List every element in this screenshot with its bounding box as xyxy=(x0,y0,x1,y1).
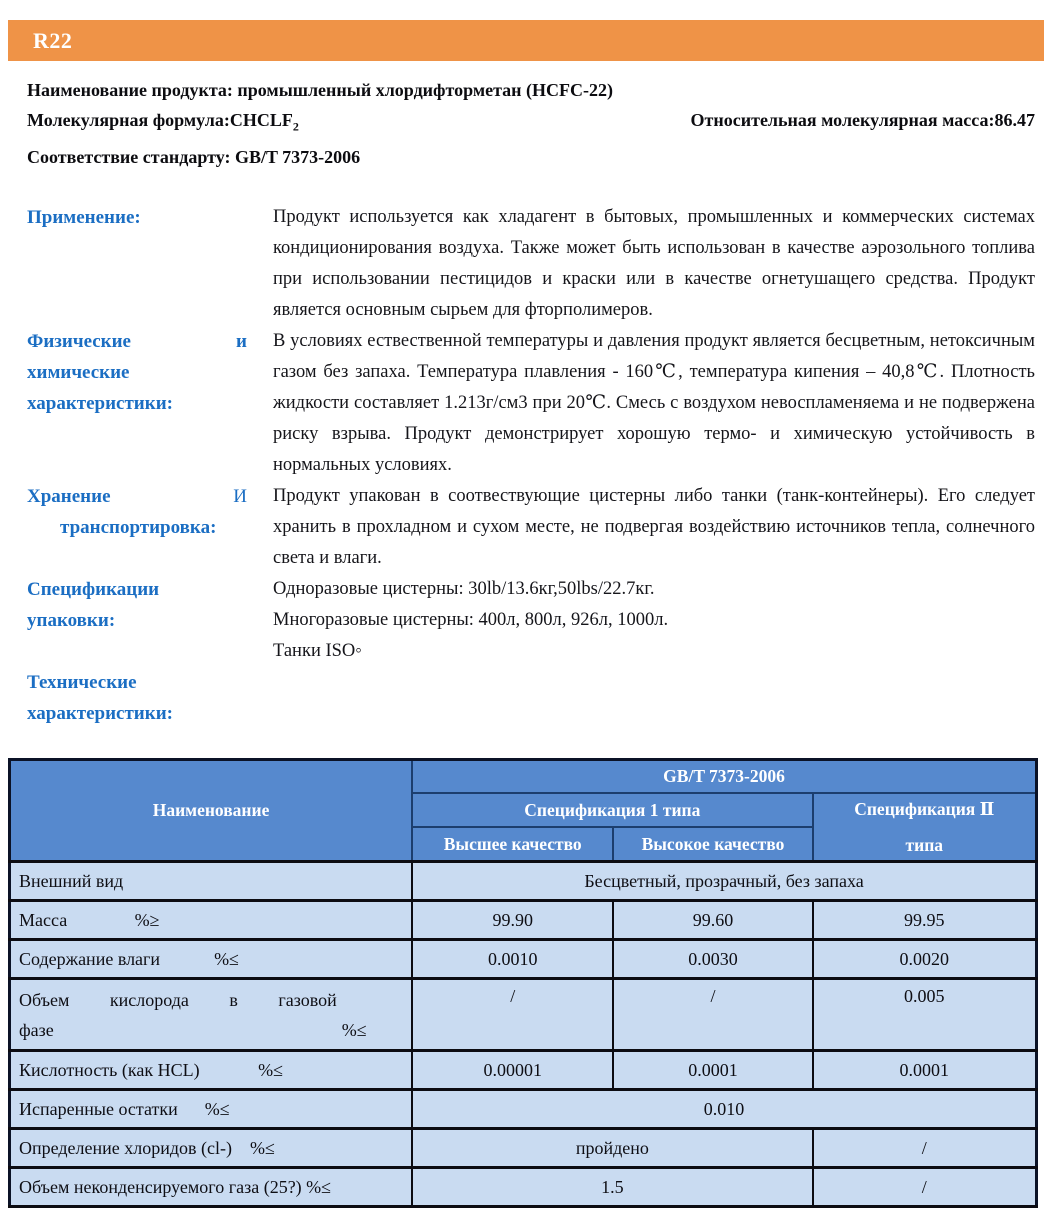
packaging-line: Многоразовые цистерны: 400л, 800л, 926л, 1000л. xyxy=(273,609,669,630)
label-line: упаковки: xyxy=(27,609,116,631)
header-spec2-cell: Спецификация Ⅱ типа xyxy=(813,793,1037,862)
header-grade-premium-cell: Высшее качество xyxy=(412,827,613,861)
product-title-bar xyxy=(8,20,1044,61)
spec-row xyxy=(10,940,1037,979)
param-name-cell: Определение хлоридов (cl-) %≤ xyxy=(10,1129,413,1168)
spec-value-cell: / xyxy=(813,1129,1037,1168)
datasheet-page xyxy=(0,20,1052,1198)
param-name-cell: Содержание влаги %≤ xyxy=(10,940,413,979)
spec-row xyxy=(10,862,1037,901)
section-technical xyxy=(27,667,1035,729)
product-name-line: Наименование продукта: промышленный хлордифторметан (HCFC-22) xyxy=(27,80,614,100)
section-label xyxy=(27,326,247,419)
label-line: Технические xyxy=(27,671,137,693)
section-paragraph: Продукт используется как хладагент в бытовых, промышленных и коммерческих системах кондиционирования воздуха. Также может быть использован в качестве аэрозольного топлива при использовании пестицидов и краски или в качестве огнетушащего средства. Продукт является основным сырьем для фторполимеров. xyxy=(273,206,1035,320)
spec-value-cell: 0.0030 xyxy=(613,940,812,979)
header-name-cell: Наименование xyxy=(10,759,413,862)
param-name-cell: Масса %≥ xyxy=(10,901,413,940)
product-code: R22 xyxy=(33,27,73,53)
formula-line xyxy=(27,105,1035,142)
section-application xyxy=(27,202,1035,326)
technical-spec-table xyxy=(8,758,1038,1208)
spec-value-cell: 1.5 xyxy=(412,1168,813,1207)
label-line: Применение: xyxy=(27,206,141,228)
packaging-line: Танки ISO◦ xyxy=(273,640,362,661)
section-label xyxy=(27,667,247,729)
molecular-mass: Относительная молекулярная масса:86.47 xyxy=(690,110,1035,130)
standard-line: Соответствие стандарту: GB/T 7373-2006 xyxy=(27,146,361,167)
section-label xyxy=(27,574,247,636)
spec-value-cell: Бесцветный, прозрачный, без запаха xyxy=(412,862,1036,901)
spec-value-cell: 0.0020 xyxy=(813,940,1037,979)
param-name-cell: Испаренные остатки %≤ xyxy=(10,1090,413,1129)
spec-value-cell: / xyxy=(412,979,613,1051)
spec-value-cell: 0.005 xyxy=(813,979,1037,1051)
spec-value-cell: 0.010 xyxy=(412,1090,1036,1129)
spec-value-cell: 99.60 xyxy=(613,901,812,940)
param-name-cell: Внешний вид xyxy=(10,862,413,901)
section-label xyxy=(27,481,247,543)
spec-value-cell: 0.0001 xyxy=(813,1051,1037,1090)
label-conjunction: и xyxy=(236,330,247,352)
label-line: Спецификации xyxy=(27,578,160,600)
label-line: характеристики: xyxy=(27,392,173,414)
spec-value-cell: 99.90 xyxy=(412,901,613,940)
spec-row xyxy=(10,979,1037,1051)
sections-block xyxy=(27,202,1035,729)
spec-value-cell: 0.0001 xyxy=(613,1051,812,1090)
section-label xyxy=(27,202,247,233)
spec-value-cell: 0.00001 xyxy=(412,1051,613,1090)
param-name-cell: Кислотность (как HCL) %≤ xyxy=(10,1051,413,1090)
spec-row xyxy=(10,1168,1037,1207)
spec-value-cell: 0.0010 xyxy=(412,940,613,979)
section-physical-chemical xyxy=(27,326,1035,481)
spec-value-cell: 99.95 xyxy=(813,901,1037,940)
header-spec1-cell: Спецификация 1 типа xyxy=(412,793,813,827)
spec-row xyxy=(10,1051,1037,1090)
spec-value-cell: / xyxy=(613,979,812,1051)
spec-row xyxy=(10,901,1037,940)
spec-value-cell: пройдено xyxy=(412,1129,813,1168)
spec-row xyxy=(10,1090,1037,1129)
label-line: транспортировка: xyxy=(60,516,217,538)
label-line: характеристики: xyxy=(27,702,173,724)
spec-table-body xyxy=(10,862,1037,1207)
section-packaging-specs xyxy=(27,574,1035,667)
param-name-cell: Объем неконденсируемого газа (25?) %≤ xyxy=(10,1168,413,1207)
molecular-formula: Молекулярная $формула:CHCLF_2$ xyxy=(27,110,299,134)
section-paragraph: В условиях ествественной температуры и давления продукт является бесцветным, нетоксичным газом без запаха. Температура плавления - 160℃, температура кипения – 40,8℃. Плотность жидкости составляет 1.213г/см3 при 20℃. Смесь с воздухом невоспламеняема и не подвержена риску взрыва. Продукт демонстрирует хорошую термо- и химическую устойчивость в нормальных условиях. xyxy=(273,330,1035,475)
spec-row xyxy=(10,1129,1037,1168)
label-line: Хранение И xyxy=(27,481,247,512)
spec-table-wrap xyxy=(8,758,1044,1208)
section-lines xyxy=(273,574,1035,667)
section-paragraph: Продукт упакован в соотвествующие цистерны либо танки (танк-контейнеры). Его следует хранить в прохладном и сухом месте, не подвергая воздействию источников тепла, солнечного света и влаги. xyxy=(273,485,1035,568)
header-grade-high-cell: Высокое качество xyxy=(613,827,812,861)
label-conjunction: И xyxy=(233,485,247,507)
section-storage-transport xyxy=(27,481,1035,574)
spec-value-cell: / xyxy=(813,1168,1037,1207)
intro-block xyxy=(27,75,1035,172)
label-line: химические xyxy=(27,361,130,383)
header-standard-cell: GB/T 7373-2006 xyxy=(412,759,1036,793)
label-line: Физические и xyxy=(27,326,247,357)
packaging-line: Одноразовые цистерны: 30lb/13.6кг,50lbs/22.7кг. xyxy=(273,578,655,599)
param-name-cell: Объем кислорода в газовой фазе %≤ xyxy=(10,979,413,1051)
formula-subscript: 2 xyxy=(292,119,299,134)
